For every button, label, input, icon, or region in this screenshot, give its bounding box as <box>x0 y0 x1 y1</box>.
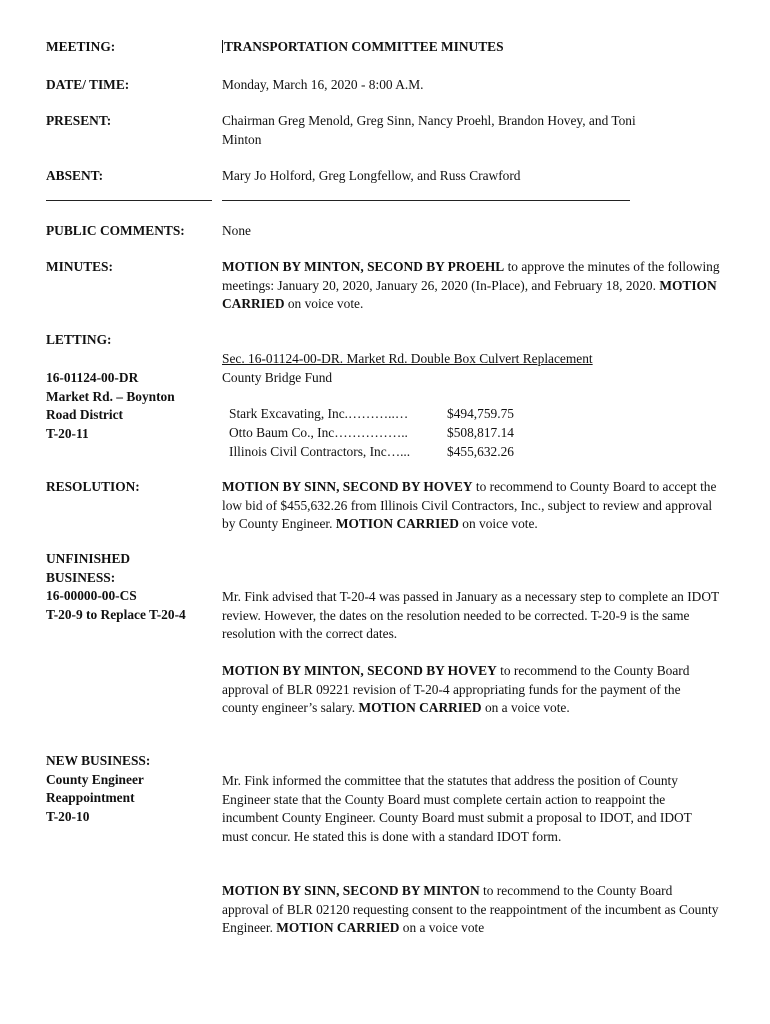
new-business-number: T-20-10 <box>46 808 90 824</box>
unfinished-label-2: BUSINESS: <box>46 569 116 585</box>
unfinished-end: on a voice vote. <box>481 700 570 715</box>
resolution-carried: MOTION CARRIED <box>335 516 459 531</box>
resolution-text: to recommend to County Board to accept the low bid of $455,632.26 from Illinois Civil Contractors, Inc., subject to review and approval by County Engineer. <box>222 479 717 531</box>
unfinished-carried: MOTION CARRIED <box>358 700 482 715</box>
unfinished-text: to recommend to the County Board approval of BLR 09221 revision of T-20-4 appropriating funds for the payment of the county engineer’s salary. <box>222 663 690 715</box>
public-comments-label: PUBLIC COMMENTS: <box>46 223 185 238</box>
meeting-title-text: TRANSPORTATION COMMITTEE MINUTES <box>224 39 504 54</box>
minutes-motion: MOTION BY MINTON, SECOND BY PROEHL <box>222 259 505 274</box>
resolution-label: RESOLUTION: <box>46 479 140 494</box>
date-value: Monday, March 16, 2020 - 8:00 A.M. <box>222 77 424 92</box>
meeting-title <box>222 38 720 57</box>
letting-project-info <box>46 369 216 443</box>
minutes-text: to approve the minutes of the following meetings: January 20, 2020, January 26, 2020 (In-Place), and February 18, 2020. <box>222 259 720 293</box>
unfinished-motion-paragraph <box>222 662 720 718</box>
present-label: PRESENT: <box>46 113 112 128</box>
present-value <box>222 112 720 149</box>
new-business-carried: MOTION CARRIED <box>276 920 400 935</box>
minutes-paragraph <box>222 258 720 314</box>
unfinished-motion: MOTION BY MINTON, SECOND BY HOVEY <box>222 663 497 678</box>
letting-road-line-1: Market Rd. – Boynton <box>46 388 175 404</box>
divider-right <box>222 200 630 201</box>
unfinished-business-heading <box>46 550 216 624</box>
letting-label: LETTING: <box>46 332 112 347</box>
present-line-2: Minton <box>222 131 262 147</box>
bidder-name: Illinois Civil Contractors, Inc…... <box>229 444 411 459</box>
bidder-name: Otto Baum Co., Inc…………….. <box>229 425 408 440</box>
new-business-motion: MOTION BY SINN, SECOND BY MINTON <box>222 883 480 898</box>
letting-section <box>222 350 720 387</box>
bid-amount: $494,759.75 <box>447 406 514 421</box>
letting-road-line-2: Road District <box>46 407 123 422</box>
present-line-1: Chairman Greg Menold, Greg Sinn, Nancy Proehl, Brandon Hovey, and Toni <box>222 113 636 128</box>
unfinished-label-1: UNFINISHED <box>46 551 131 566</box>
new-business-line-1: County Engineer <box>46 771 144 787</box>
unfinished-paragraph: Mr. Fink advised that T-20-4 was passed in January as a necessary step to complete an IDOT review. However, the dates on the resolution needed to be corrected. T-20-9 is the same resolution with the correct dates. <box>222 589 719 641</box>
new-business-line-2: Reappointment <box>46 790 135 805</box>
new-business-paragraph: Mr. Fink informed the committee that the statutes that address the position of County Engineer state that the County Board must complete certain action to reappoint the incumbent County Engineer. County Board must submit a proposal to IDOT, and IDOT must concur. He stated this is done with a standard IDOT form. <box>222 773 692 844</box>
resolution-end: on voice vote. <box>458 516 538 531</box>
new-business-motion-paragraph <box>222 882 720 938</box>
date-label: DATE/ TIME: <box>46 77 130 92</box>
bidder-name: Stark Excavating, Inc.………..… <box>229 406 409 421</box>
bid-amount: $455,632.26 <box>447 444 514 459</box>
absent-value: Mary Jo Holford, Greg Longfellow, and Russ Crawford <box>222 168 521 183</box>
new-business-text: to recommend to the County Board approval of BLR 02120 requesting consent to the reappointment of the incumbent as County Engineer. <box>222 883 719 935</box>
unfinished-number: 16-00000-00-CS <box>46 588 137 603</box>
new-business-end: on a voice vote <box>399 920 485 935</box>
new-business-heading <box>46 752 216 826</box>
resolution-motion: MOTION BY SINN, SECOND BY HOVEY <box>222 479 473 494</box>
minutes-end: on voice vote. <box>284 296 364 311</box>
resolution-paragraph <box>222 478 720 534</box>
unfinished-title: T-20-9 to Replace T-20-4 <box>46 606 186 622</box>
minutes-label: MINUTES: <box>46 259 113 274</box>
public-comments-value: None <box>222 223 252 238</box>
letting-section-title: Sec. 16-01124-00-DR. Market Rd. Double Box Culvert Replacement <box>222 351 593 366</box>
new-business-label: NEW BUSINESS: <box>46 753 151 768</box>
divider-left <box>46 200 212 201</box>
text-cursor <box>222 40 223 53</box>
bid-table <box>229 405 559 462</box>
letting-fund: County Bridge Fund <box>222 369 333 385</box>
bid-amount: $508,817.14 <box>447 425 514 440</box>
letting-project-number: 16-01124-00-DR <box>46 370 139 385</box>
minutes-carried: MOTION CARRIED <box>222 277 717 311</box>
absent-label: ABSENT: <box>46 168 104 183</box>
meeting-label: MEETING: <box>46 39 116 54</box>
letting-resolution-number: T-20-11 <box>46 425 89 441</box>
